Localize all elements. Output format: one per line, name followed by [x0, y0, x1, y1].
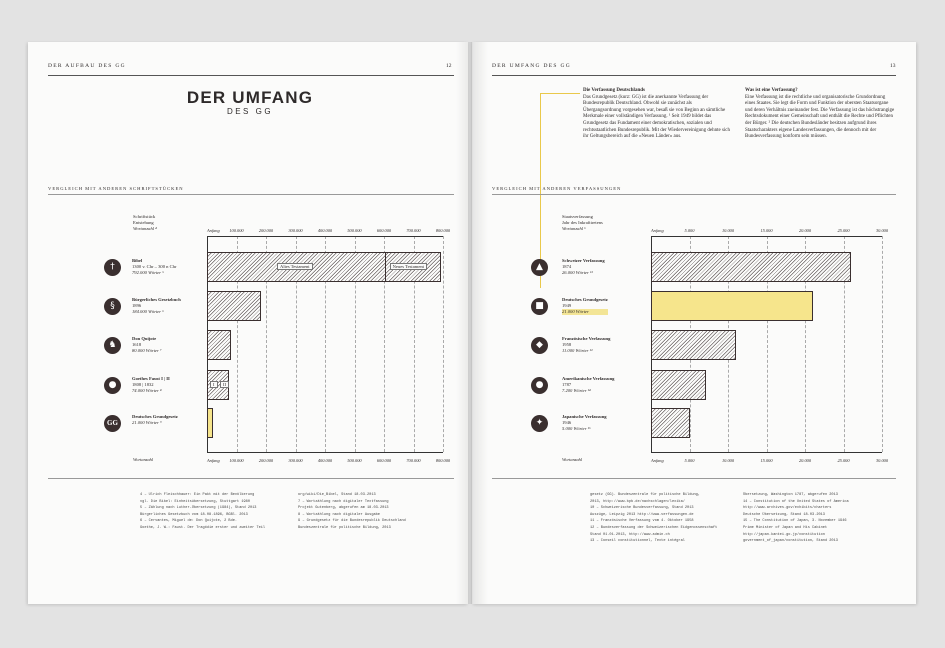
row-name: Amerikanische Verfassung	[562, 376, 615, 381]
gridline	[882, 236, 883, 452]
axis-tick-label-top: 25.000	[837, 228, 850, 233]
footnote-line: 5 – Zählung nach Luther-Übersetzung (1984), Stand 2013	[140, 506, 257, 511]
row-label	[132, 258, 177, 276]
row-date: 1949	[562, 303, 572, 308]
row-words: 21.000 Wörter ⁹	[132, 420, 162, 425]
footnote-line: 15 – The Constitution of Japan, 3. November 1946	[743, 519, 847, 524]
row-label	[132, 336, 162, 354]
bar-4	[651, 408, 690, 438]
axis-tick-label-bottom: 10.000	[721, 458, 735, 463]
row-label	[132, 297, 181, 315]
footnote-line: Stand 01.01.2013, http://www.admin.ch	[590, 532, 670, 537]
footnote-line: 11 – Französische Verfassung vom 4. Oktober 1958	[590, 519, 694, 524]
footnote-line: Auszüge, Leipzig 2013 http://www.verfassungen.de	[590, 512, 694, 517]
axis-tick-label-top: Anfang	[207, 228, 220, 233]
row-date: 1618	[132, 342, 142, 347]
gridline	[443, 236, 444, 452]
bar-2	[207, 330, 231, 360]
left-running-head: DER AUFBAU DES GG	[48, 63, 126, 69]
left-axis-label: Wortanzahl	[133, 457, 154, 462]
row-words: 184.000 Wörter ⁶	[132, 309, 164, 314]
row-icon: §	[104, 298, 121, 315]
row-words: 5.000 Wörter ¹⁵	[562, 426, 591, 431]
footnote-line: vgl. Die Bibel: Einheitsübersetzung, Stuttgart 1980	[140, 499, 250, 504]
axis-tick-label-top: 10.000	[721, 228, 735, 233]
row-words: 80.000 Wörter ⁷	[132, 348, 162, 353]
row-words: 792.000 Wörter ⁵	[132, 270, 164, 275]
footnote-line: http://www.archives.gov/exhibits/charters	[743, 506, 832, 511]
page-title: DER UMFANG	[186, 88, 314, 107]
row-words: 11.000 Wörter ¹³	[562, 348, 593, 353]
row-date: 1874	[562, 264, 572, 269]
text-column-what-is-constitution	[745, 88, 895, 141]
row-name: Französische Verfassung	[562, 336, 611, 341]
right-section-title: VERGLEICH MIT ANDEREN VERFASSUNGEN	[492, 186, 622, 191]
bar-2	[651, 330, 736, 360]
footnote-line: gesetz (GG). Bundeszentrale für politische Bildung,	[590, 493, 700, 497]
footnote-line: government_of_japan/constitution, Stand 2013	[743, 539, 838, 544]
row-date: 1896	[132, 303, 142, 308]
bar-3	[651, 370, 706, 400]
axis-bottom-line	[651, 452, 882, 453]
row-name: Goethes Faust I | II	[132, 376, 170, 381]
right-section-rule	[492, 194, 896, 195]
col-header-constitution: Staatsverfassung	[562, 214, 593, 219]
right-footnotes-col1	[590, 492, 735, 545]
row-icon: †	[104, 259, 121, 276]
row-icon: ◆	[531, 337, 548, 354]
axis-top-line	[651, 236, 882, 237]
row-words: 7.200 Wörter ¹⁴	[562, 388, 591, 393]
axis-tick-label-bottom: Anfang	[651, 458, 664, 463]
row-label	[562, 376, 614, 394]
axis-tick-label-top: 30.000	[875, 228, 889, 233]
footnote-line: 6 – Cervantes, Miguel de: Don Quijote, 2 Bde.	[140, 519, 238, 524]
axis-tick-label-bottom: 100.000	[229, 458, 244, 463]
axis-tick-label-top: 5.000	[684, 228, 695, 233]
footnote-line: 14 – Constitution of the United States of America	[743, 499, 849, 504]
page-subtitle: DES GG	[226, 107, 274, 116]
col-header-document: Schriftstück	[133, 214, 156, 219]
row-name: Deutsches Grundgesetz	[132, 414, 178, 419]
footnote-line: Bundeszentrale für politische Bildung, 2013	[298, 525, 391, 530]
footnote-line: Projekt Gutenberg, abgerufen am 18.03.2013	[298, 506, 389, 511]
row-name: Don Quijote	[132, 336, 157, 341]
axis-tick-label-bottom: Anfang	[207, 458, 220, 463]
right-column-header	[562, 214, 603, 232]
axis-tick-label-bottom: 20.000	[798, 458, 812, 463]
row-words: 74.000 Wörter ⁸	[132, 388, 162, 393]
row-words: 21.000 Wörter	[562, 309, 608, 315]
footnote-line: 8 – Wortzählung nach digitaler Ausgabe	[298, 512, 380, 517]
footnote-line: Prime Minister of Japan and His Cabinet	[743, 525, 828, 530]
footnote-line: 12 – Bundesverfassung der Schweizerischen Eidgenossenschaft	[590, 525, 718, 530]
axis-tick-label-bottom: 5.000	[684, 458, 695, 463]
row-icon: ■	[531, 298, 548, 315]
left-footnotes-col1	[140, 492, 290, 532]
axis-tick-label-top: 15.000	[760, 228, 773, 233]
row-label	[562, 414, 607, 432]
axis-tick-label-bottom: 700.000	[406, 458, 421, 463]
axis-tick-label-top: 400.000	[317, 228, 333, 233]
left-section-rule	[48, 194, 454, 195]
axis-tick-label-bottom: 500.000	[347, 458, 362, 463]
left-page-number: 12	[446, 63, 452, 69]
axis-tick-label-bottom: 300.000	[288, 458, 303, 463]
axis-tick-label-top: 200.000	[258, 228, 274, 233]
axis-tick-label-bottom: 15.000	[760, 458, 773, 463]
row-icon: ✦	[531, 415, 548, 432]
text-heading: Die Verfassung Deutschlands	[583, 88, 645, 93]
row-name: Japanische Verfassung	[562, 414, 607, 419]
right-header-rule	[492, 75, 896, 76]
footnote-line: Deutsche Übersetzung, Stand 18.03.2013	[743, 512, 825, 517]
col-header-year: Jahr des Inkrafttretens	[562, 220, 603, 225]
row-icon: ●	[531, 377, 548, 394]
footnote-line: 9 – Grundgesetz für die Bundesrepublik Deutschland	[298, 519, 406, 524]
right-footnotes-col2	[743, 492, 893, 545]
row-icon: ▲	[531, 259, 548, 276]
row-date: 1958	[562, 342, 572, 347]
text-body: Eine Verfassung ist die rechtliche und organisatorische Grundordnung eines Staates. Sie legt die Form und Funktion der obersten Staatsorgane und deren Verhältnis zueinander fest. Die Verfassung ist das höchstrangige Rechtsdokument einer Gemeinschaft und enthält die Rechte und Pflichten der Bürger. ² Die deutschen Bundesländer besitzen aufgrund ihres Staatscharakters eigene Landesverfassungen, die dennoch mit der Bundesverfassung konform sein müssen.	[745, 94, 895, 140]
row-label	[132, 376, 170, 394]
axis-tick-label-top: 300.000	[288, 228, 303, 233]
row-date: 1808 | 1832	[132, 382, 154, 387]
footnote-line: Bürgerliches Gesetzbuch vom 18.08.1896, BGBl. 2013	[140, 512, 248, 517]
bar-label-nt: Neues Testament	[390, 263, 427, 270]
footnote-line: 13 – Conseil constitutionnel, Texte intégral	[590, 539, 685, 544]
left-footnote-rule	[48, 478, 454, 479]
left-footnotes-col2	[298, 492, 448, 532]
axis-tick-label-top: Anfang	[651, 228, 664, 233]
bar-label-at: Altes Testament	[277, 263, 313, 270]
bar-0	[651, 252, 851, 282]
col-header-wordcount: Wortanzahl ⁴	[133, 226, 157, 231]
row-icon: GG	[104, 415, 121, 432]
footnote-line: 10 – Schweizerische Bundesverfassung, Stand 2013	[590, 506, 694, 511]
col-header-wordcount: Wortanzahl ⁶	[562, 226, 586, 231]
row-icon: ●	[104, 377, 121, 394]
text-column-constitution-germany	[583, 88, 731, 141]
row-name: Bürgerliches Gesetzbuch	[132, 297, 181, 302]
row-label	[562, 297, 608, 315]
left-column-header	[133, 214, 157, 232]
connector-line-h	[540, 93, 580, 94]
axis-tick-label-top: 800.000	[435, 228, 451, 233]
axis-tick-label-top: 700.000	[406, 228, 421, 233]
left-header-rule	[48, 75, 454, 76]
axis-tick-label-top: 100.000	[229, 228, 244, 233]
axis-tick-label-bottom: 200.000	[258, 458, 274, 463]
bar-label-faust-1: I	[210, 381, 218, 388]
row-label	[562, 336, 610, 354]
right-axis-label: Wortanzahl	[562, 457, 583, 462]
axis-bottom-line	[207, 452, 443, 453]
row-label	[132, 414, 178, 426]
row-name: Schweizer Verfassung	[562, 258, 605, 263]
axis-tick-label-top: 500.000	[347, 228, 362, 233]
footnote-line: http://japan.kantei.go.jp/constitution	[743, 532, 825, 537]
row-date: 1946	[562, 420, 572, 425]
footnote-line: 7 – Wortzählung nach digitaler Textfassung	[298, 499, 389, 504]
col-header-origin: Entstehung	[133, 220, 154, 225]
row-name: Deutsches Grundgesetz	[562, 297, 608, 302]
axis-tick-label-top: 20.000	[798, 228, 812, 233]
text-body: Das Grundgesetz (kurz: GG) ist die anerkannte Verfassung der Bundesrepublik Deutschland. Obwohl sie zunächst als Übergangsordnung vorgesehen war, besaß sie von Beginn an sämtliche Merkmale einer vollständigen Verfassung. ¹ Seit 1949 bildet das Grundgesetz das Fundament einer demokratischen, sozialen und rechtsstaatlichen Bundesrepublik. Mit der Wiedervereinigung dehnte sich ihr Geltungsbereich auf die »Neuen Länder« aus.	[583, 94, 731, 140]
bar-label-faust-2: II	[220, 381, 229, 388]
right-footnote-rule	[492, 478, 896, 479]
axis-tick-label-bottom: 600.000	[376, 458, 392, 463]
bar-1	[207, 291, 261, 321]
row-icon: ♞	[104, 337, 121, 354]
row-name: Bibel	[132, 258, 143, 263]
bar-1	[651, 291, 813, 321]
right-running-head: DER UMFANG DES GG	[492, 63, 571, 69]
footnote-line: 4 – Ulrich Fleischhauer: Ein Pakt mit der Bevölkerung	[140, 493, 255, 497]
axis-tick-label-bottom: 25.000	[837, 458, 850, 463]
axis-tick-label-bottom: 400.000	[317, 458, 333, 463]
footnote-line: org/wiki/Die_Bibel, Stand 18.03.2013	[298, 493, 376, 497]
text-heading: Was ist eine Verfassung?	[745, 88, 798, 93]
axis-tick-label-bottom: 30.000	[875, 458, 889, 463]
axis-top-line	[207, 236, 443, 237]
right-page-number: 13	[890, 63, 896, 69]
row-date: 1300 v. Chr – 300 n Chr	[132, 264, 177, 269]
row-label	[562, 258, 605, 276]
axis-tick-label-bottom: 800.000	[435, 458, 451, 463]
left-section-title: VERGLEICH MIT ANDEREN SCHRIFTSTÜCKEN	[48, 186, 184, 191]
bible-segment-divider	[385, 252, 386, 282]
footnote-line: 2013, http://www.bpb.de/nachschlagen/lexika/	[590, 499, 685, 504]
row-words: 26.000 Wörter ¹²	[562, 270, 593, 275]
axis-tick-label-top: 600.000	[376, 228, 392, 233]
footnote-line: Goethe, J. W.: Faust. Der Tragödie erster und zweiter Teil	[140, 525, 266, 530]
bar-4	[207, 408, 213, 438]
footnote-line: Übersetzung, Washington 1787, abgerufen 2013	[743, 493, 838, 497]
row-date: 1787	[562, 382, 572, 387]
